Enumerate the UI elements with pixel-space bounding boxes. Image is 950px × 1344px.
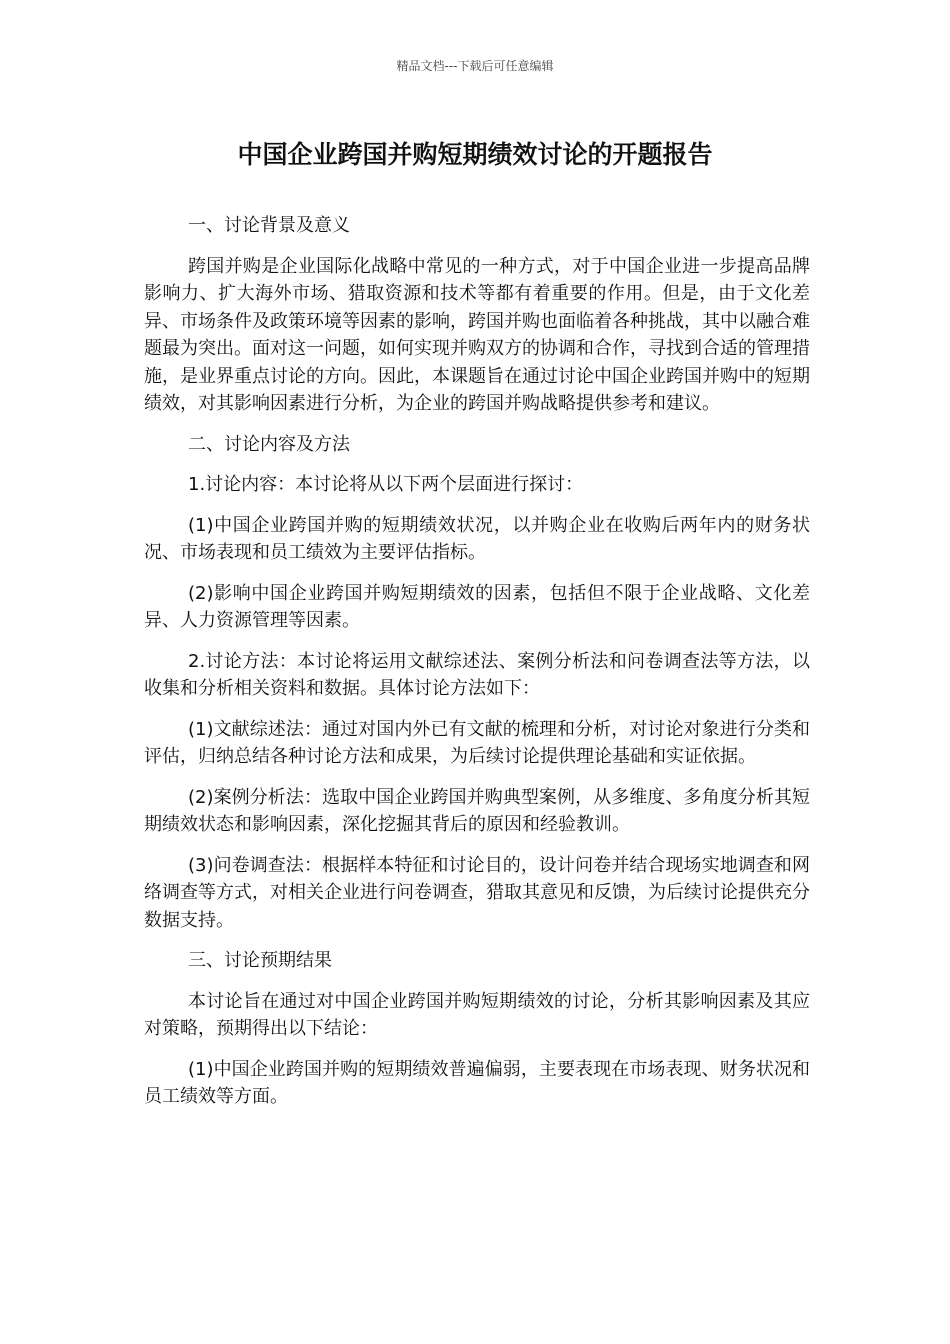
- paragraph-method-intro: 2.讨论方法：本讨论将运用文献综述法、案例分析法和问卷调查法等方法，以收集和分析相关资料和数据。具体讨论方法如下：: [144, 650, 810, 699]
- paragraph-method-survey: (3)问卷调查法：根据样本特征和讨论目的，设计问卷并结合现场实地调查和网络调查等方式，对相关企业进行问卷调查，猎取其意见和反馈，为后续讨论提供充分数据支持。: [144, 854, 810, 931]
- paragraph-expected-intro: 本讨论旨在通过对中国企业跨国并购短期绩效的讨论，分析其影响因素及其应对策略，预期得出以下结论：: [144, 990, 810, 1039]
- section-heading-content-method: 二、讨论内容及方法: [188, 433, 350, 455]
- paragraph-content-item-2: (2)影响中国企业跨国并购短期绩效的因素，包括但不限于企业战略、文化差异、人力资源管理等因素。: [144, 582, 810, 631]
- document-body: [144, 212, 810, 1124]
- paragraph-expected-item-1: (1)中国企业跨国并购的短期绩效普遍偏弱，主要表现在市场表现、财务状况和员工绩效等方面。: [144, 1058, 810, 1107]
- document-title: 中国企业跨国并购短期绩效讨论的开题报告: [237, 140, 713, 169]
- section-heading-expected-results: 三、讨论预期结果: [188, 950, 332, 971]
- paragraph-content-intro: 1.讨论内容：本讨论将从以下两个层面进行探讨：: [188, 474, 584, 495]
- paragraph-method-case: (2)案例分析法：选取中国企业跨国并购典型案例，从多维度、多角度分析其短期绩效状态和影响因素，深化挖掘其背后的原因和经验教训。: [144, 786, 810, 835]
- paragraph-method-literature: (1)文献综述法：通过对国内外已有文献的梳理和分析，对讨论对象进行分类和评估，归纳总结各种讨论方法和成果，为后续讨论提供理论基础和实证依据。: [144, 718, 810, 767]
- paragraph-content-item-1: (1)中国企业跨国并购的短期绩效状况，以并购企业在收购后两年内的财务状况、市场表现和员工绩效为主要评估指标。: [144, 514, 810, 563]
- paragraph-background: 跨国并购是企业国际化战略中常见的一种方式，对于中国企业进一步提高品牌影响力、扩大海外市场、猎取资源和技术等都有着重要的作用。但是，由于文化差异、市场条件及政策环境等因素的影响，跨国并购也面临着各种挑战，其中以融合难题最为突出。面对这一问题，如何实现并购双方的协调和合作，寻找到合适的管理措施，是业界重点讨论的方向。因此，本课题旨在通过讨论中国企业跨国并购中的短期绩效，对其影响因素进行分析，为企业的跨国并购战略提供参考和建议。: [144, 255, 810, 414]
- section-heading-background: 一、讨论背景及意义: [188, 215, 350, 236]
- page-header-watermark: 精品文档---下载后可任意编辑: [396, 59, 554, 73]
